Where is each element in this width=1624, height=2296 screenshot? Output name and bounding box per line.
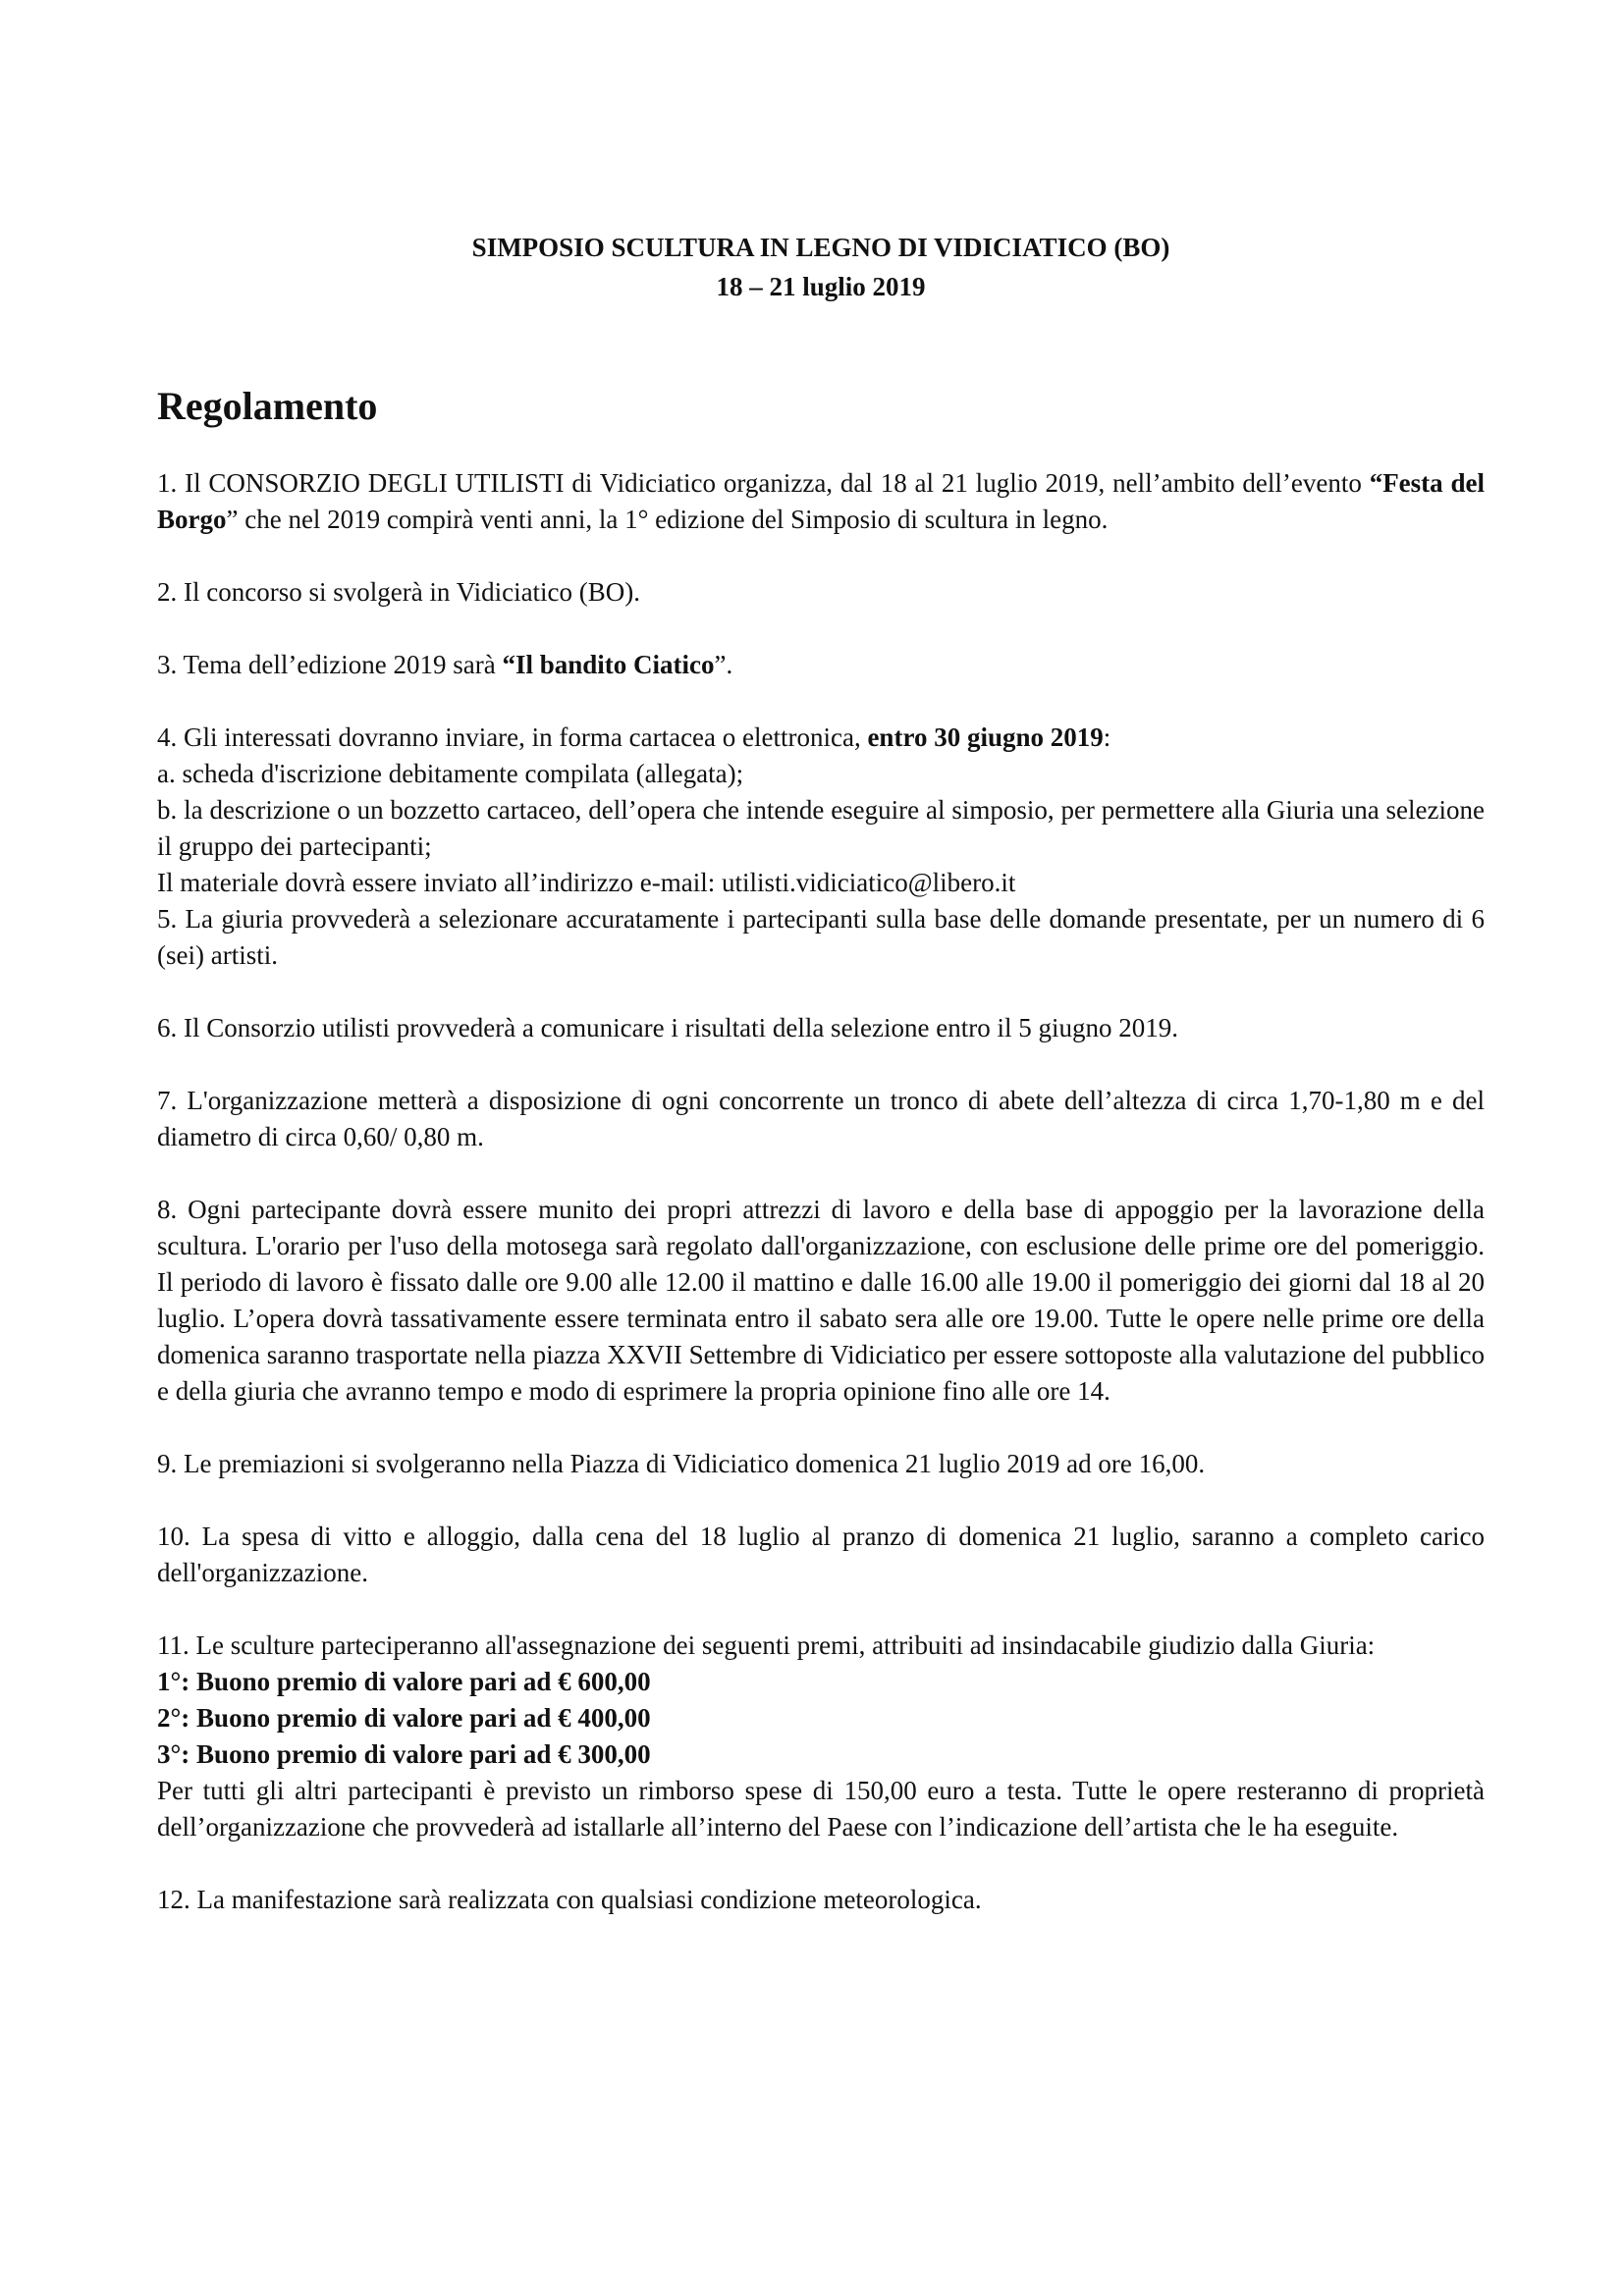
paragraph-11-closing: Per tutti gli altri partecipanti è previsto un rimborso spese di 150,00 euro a testa. Tutte le opere resteranno di proprietà dell’organizzazione che provvederà ad istallarle all’interno del Paese con l’indicazione dell’artista che le ha eseguite. (157, 1776, 1485, 1842)
paragraph-4: 4. Gli interessati dovranno inviare, in forma cartacea o elettronica, entro 30 giugno 2019: (157, 722, 1111, 752)
event-name: “Festa del Borgo (157, 468, 1485, 534)
paragraph-7: 7. L'organizzazione metterà a disposizione di ogni concorrente un tronco di abete dell’altezza di circa 1,70-1,80 m e del diametro di circa 0,60/ 0,80 m. (157, 1086, 1485, 1151)
theme-name: “Il bandito Ciatico (502, 650, 715, 679)
list-item-a: a. scheda d'iscrizione debitamente compilata (allegata); (157, 759, 744, 788)
paragraph-5: 5. La giuria provvederà a selezionare accuratamente i partecipanti sulla base delle domande presentate, per un numero di 6 (sei) artisti. (157, 904, 1485, 970)
paragraph-12: 12. La manifestazione sarà realizzata con qualsiasi condizione meteorologica. (157, 1885, 982, 1914)
paragraph-9: 9. Le premiazioni si svolgeranno nella Piazza di Vidiciatico domenica 21 luglio 2019 ad ore 16,00. (157, 1449, 1206, 1478)
prize-2: 2°: Buono premio di valore pari ad € 400,00 (157, 1703, 651, 1733)
email-line: Il materiale dovrà essere inviato all’indirizzo e-mail: utilisti.vidiciatico@libero.it (157, 868, 1016, 897)
prize-3: 3°: Buono premio di valore pari ad € 300,00 (157, 1739, 651, 1769)
paragraph-3: 3. Tema dell’edizione 2019 sarà “Il bandito Ciatico”. (157, 650, 733, 679)
paragraph-8: 8. Ogni partecipante dovrà essere munito dei propri attrezzi di lavoro e della base di appoggio per la lavorazione della scultura. L'orario per l'uso della motosega sarà regolato dall'organizzazione, con esclusione delle prime ore del pomeriggio. Il periodo di lavoro è fissato dalle ore 9.00 alle 12.00 il mattino e dalle 16.00 alle 19.00 il pomeriggio dei giorni dal 18 al 20 luglio. L’opera dovrà tassativamente essere terminata entro il sabato sera alle ore 19.00. Tutte le opere nelle prime ore della domenica saranno trasportate nella piazza XXVII Settembre di Vidiciatico per essere sottoposte alla valutazione del pubblico e della giuria che avranno tempo e modo di esprimere la propria opinione fino alle ore 14. (157, 1195, 1485, 1406)
deadline: entro 30 giugno 2019 (867, 722, 1104, 752)
document-page (157, 228, 1485, 1918)
paragraph-10: 10. La spesa di vitto e alloggio, dalla cena del 18 luglio al pranzo di domenica 21 luglio, saranno a completo carico dell'organizzazione. (157, 1522, 1485, 1587)
paragraph-1: 1. Il CONSORZIO DEGLI UTILISTI di Vidiciatico organizza, dal 18 al 21 luglio 2019, nell’ambito dell’evento “Festa del Borgo” che nel 2019 compirà venti anni, la 1° edizione del Simposio di scultura in legno. (157, 468, 1485, 534)
prize-1: 1°: Buono premio di valore pari ad € 600,00 (157, 1667, 651, 1696)
document-header (157, 228, 1485, 306)
event-dates: 18 – 21 luglio 2019 (716, 272, 926, 301)
event-title: SIMPOSIO SCULTURA IN LEGNO DI VIDICIATICO (BO) (471, 233, 1170, 262)
paragraph-11: 11. Le sculture parteciperanno all'assegnazione dei seguenti premi, attribuiti ad insindacabile giudizio dalla Giuria: (157, 1630, 1376, 1660)
regulation-body (157, 465, 1485, 1918)
section-heading: Regolamento (157, 384, 378, 428)
paragraph-2: 2. Il concorso si svolgerà in Vidiciatico (BO). (157, 577, 641, 607)
paragraph-6: 6. Il Consorzio utilisti provvederà a comunicare i risultati della selezione entro il 5 giugno 2019. (157, 1013, 1178, 1042)
list-item-b: b. la descrizione o un bozzetto cartaceo, dell’opera che intende eseguire al simposio, per permettere alla Giuria una selezione il gruppo dei partecipanti; (157, 795, 1485, 861)
